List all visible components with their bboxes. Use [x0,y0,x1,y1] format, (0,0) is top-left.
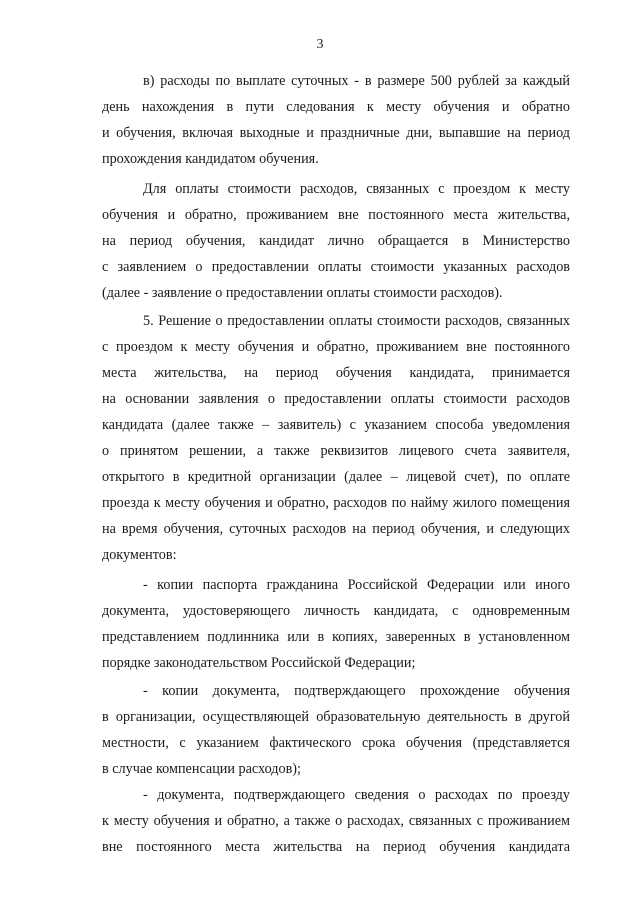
text-line: о принятом решении, а также реквизитов лицевого счета заявителя, [102,443,570,459]
text-line: местности, с указанием фактического срока обучения (представляется [102,735,570,751]
text-line: прохождения кандидатом обучения. [102,151,319,167]
text-line: с проездом к месту обучения и обратно, проживанием вне постоянного [102,339,570,355]
text-line: к месту обучения и обратно, а также о расходах, связанных с проживанием [102,813,570,829]
text-line: открытого в кредитной организации (далее – лицевой счет), по оплате [102,469,570,485]
text-line: на основании заявления о предоставлении оплаты стоимости расходов [102,391,570,407]
page-number: 3 [316,37,324,52]
text-line: день нахождения в пути следования к месту обучения и обратно [102,99,570,115]
text-line: на период обучения, кандидат лично обращается в Министерство [102,233,570,249]
text-line: 5. Решение о предоставлении оплаты стоимости расходов, связанных [143,313,570,329]
text-line: в) расходы по выплате суточных - в размере 500 рублей за каждый [143,73,570,89]
text-line: - копии документа, подтверждающего прохождение обучения [143,683,570,699]
text-line: вне постоянного места жительства на период обучения кандидата [102,839,570,855]
text-line: в организации, осуществляющей образовательную деятельность в другой [102,709,570,725]
text-line: кандидата (далее также – заявитель) с указанием способа уведомления [102,417,570,433]
text-line: документов: [102,547,177,563]
text-line: - документа, подтверждающего сведения о расходах по проезду [143,787,570,803]
text-line: - копии паспорта гражданина Российской Федерации или иного [143,577,570,593]
text-line: Для оплаты стоимости расходов, связанных с проездом к месту [143,181,570,197]
text-line: в случае компенсации расходов); [102,761,301,777]
text-line: проезда к месту обучения и обратно, расходов по найму жилого помещения [102,495,570,511]
text-line: с заявлением о предоставлении оплаты стоимости указанных расходов [102,259,570,275]
text-line: (далее - заявление о предоставлении оплаты стоимости расходов). [102,285,503,301]
text-line: на время обучения, суточных расходов на период обучения, и следующих [102,521,570,537]
text-line: порядке законодательством Российской Федерации; [102,655,416,671]
text-line: представлением подлинника или в копиях, заверенных в установленном [102,629,570,645]
text-line: документа, удостоверяющего личность кандидата, с одновременным [102,603,570,619]
text-line: и обучения, включая выходные и праздничные дни, выпавшие на период [102,125,570,141]
text-line: места жительства, на период обучения кандидата, принимается [102,365,570,381]
text-line: обучения и обратно, проживанием вне постоянного места жительства, [102,207,570,223]
